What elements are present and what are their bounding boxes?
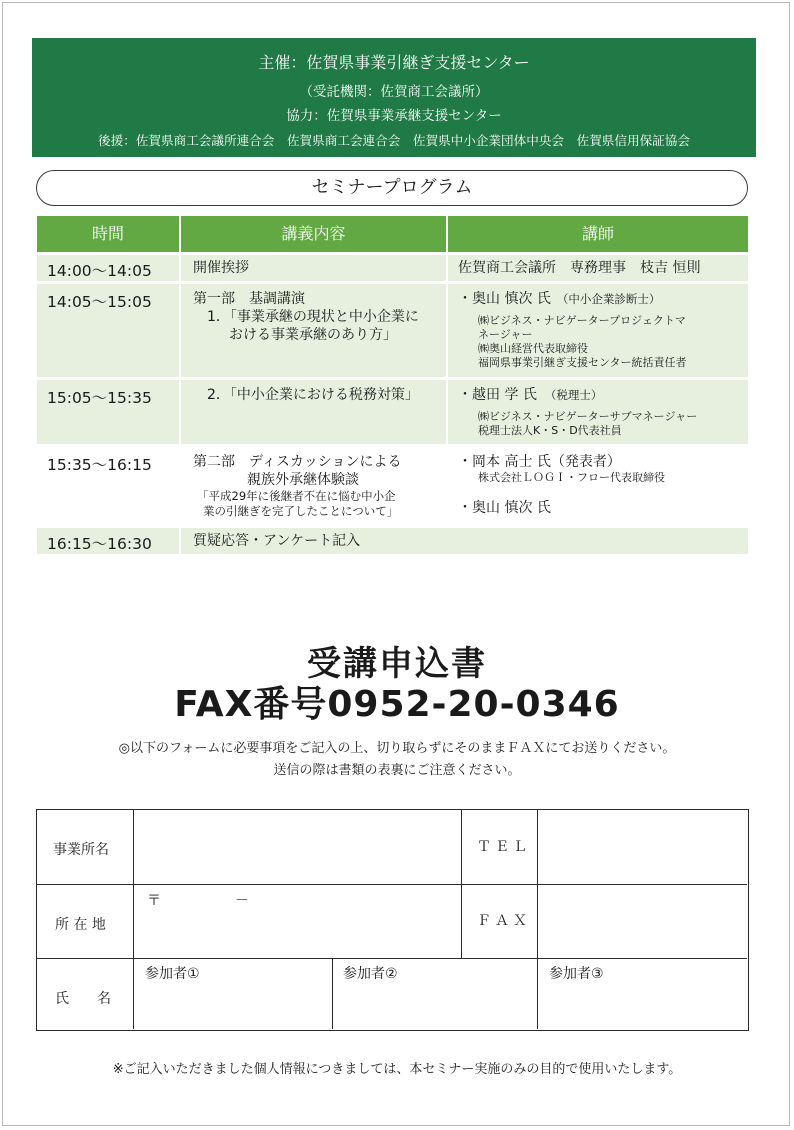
lecturer-detail: ㈱ビジネス・ナビゲータープロジェクトマ: [478, 314, 686, 327]
row-lecturer: [448, 380, 748, 444]
cooperation-line: 協力：佐賀県事業承継支援センター: [286, 108, 502, 124]
participant2-field[interactable]: [334, 959, 536, 1029]
header-time: 時間: [37, 216, 179, 252]
organizer-banner: [32, 38, 756, 157]
content-line: 第一部 基調講演: [193, 291, 305, 307]
support-line: 後援：佐賀県商工会議所連合会 佐賀県商工会連合会 佐賀県中小企業団体中央会 佐賀県信用保証協会: [98, 133, 690, 148]
participant2-label: 参加者②: [343, 966, 398, 982]
content-line: 1．「事業承継の現状と中小企業に: [207, 309, 419, 325]
fax-label: ＦＡＸ: [477, 913, 531, 929]
row-time: 15:35～16:15: [37, 447, 179, 525]
row-content: [181, 447, 446, 525]
content-line: 2．「中小企業における税務対策」: [207, 387, 419, 403]
row-time: 14:05～15:05: [37, 284, 179, 377]
postal-mark: 〒: [147, 893, 161, 909]
content-line: 「平成29年に後継者不在に悩む中小企: [197, 489, 396, 503]
lecturer-detail: ㈱ビジネス・ナビゲーターサブマネージャー: [478, 410, 698, 423]
program-table-header: [37, 216, 748, 252]
table-row: [37, 284, 748, 377]
lecturer-role: （中小企業診断士）: [556, 292, 661, 306]
content-line: 第二部 ディスカッションによる: [193, 454, 402, 470]
company-label: 事業所名: [53, 842, 109, 858]
row-lecturer: 佐賀商工会議所 専務理事 枝吉 恒則: [448, 255, 748, 281]
postal-dash: －: [235, 893, 249, 909]
name-label: 氏 名: [55, 991, 111, 1007]
row-time: 16:15～16:30: [37, 528, 179, 554]
instruction-line: ◎以下のフォームに必要事項をご記入の上、切り取らずにそのままＦＡＸにてお送りください。: [118, 741, 676, 756]
participant1-label: 参加者①: [145, 966, 200, 982]
organizer-line: 主催：佐賀県事業引継ぎ支援センター: [258, 53, 530, 72]
lecturer-detail: ネージャー: [478, 328, 533, 341]
header-content: 講義内容: [181, 216, 446, 252]
address-label: 所 在 地: [55, 917, 106, 933]
row-time: 14:00～14:05: [37, 255, 179, 281]
row-lecturer: [448, 284, 748, 377]
participant3-label: 参加者③: [549, 966, 604, 982]
lecturer-detail: 株式会社ＬＯＧＩ・フロー代表取締役: [478, 471, 665, 484]
row-content: 開催挨拶: [181, 255, 446, 281]
header-lecturer: 講師: [448, 216, 748, 252]
program-table: [37, 216, 748, 554]
lecturer-name: ・岡本 高士 氏（発表者）: [458, 454, 621, 470]
lecturer-role: （税理士）: [544, 388, 603, 402]
tel-label: ＴＥＬ: [477, 839, 531, 855]
tel-field[interactable]: [539, 810, 747, 883]
content-line: 業の引継ぎを完了したことについて」: [203, 504, 399, 518]
lecturer-detail: 福岡県事業引継ぎ支援センター統括責任者: [478, 356, 687, 369]
content-line: 親族外承継体験談: [247, 472, 359, 488]
table-row: [37, 380, 748, 444]
row-lecturer: [448, 447, 748, 525]
lecturer-detail: ㈱奥山経営代表取締役: [478, 342, 588, 355]
row-time: 15:05～15:35: [37, 380, 179, 444]
lecturer-name: ・奥山 慎次 氏: [458, 500, 551, 516]
table-row: [37, 255, 748, 281]
application-title: 受講申込書: [307, 644, 487, 684]
privacy-note: ※ご記入いただきました個人情報につきましては、本セミナー実施のみの目的で使用いたします。: [112, 1062, 682, 1077]
table-row: [37, 528, 748, 554]
lecturer-name: ・越田 学 氏: [458, 387, 537, 403]
company-field[interactable]: [135, 810, 460, 883]
table-row: [37, 447, 748, 525]
lecturer-name: ・奥山 慎次 氏: [458, 291, 551, 307]
program-title: セミナープログラム: [36, 170, 748, 206]
address-field[interactable]: [135, 885, 460, 957]
lecturer-detail: 税理士法人K・S・D代表社員: [478, 424, 622, 437]
participant1-field[interactable]: [135, 959, 331, 1029]
fax-number: FAX番号0952-20-0346: [174, 684, 620, 725]
content-line: おける事業承継のあり方」: [229, 327, 397, 343]
instruction-line: 送信の際は書類の表裏にご注意ください。: [273, 763, 521, 778]
commissioned-line: （受託機関：佐賀商工会議所）: [299, 84, 489, 100]
row-content: [181, 284, 446, 377]
participant3-field[interactable]: [539, 959, 747, 1029]
application-form: [36, 809, 749, 1031]
row-content: 質疑応答・アンケート記入: [181, 528, 748, 554]
row-content: [181, 380, 446, 444]
fax-field[interactable]: [539, 885, 747, 957]
